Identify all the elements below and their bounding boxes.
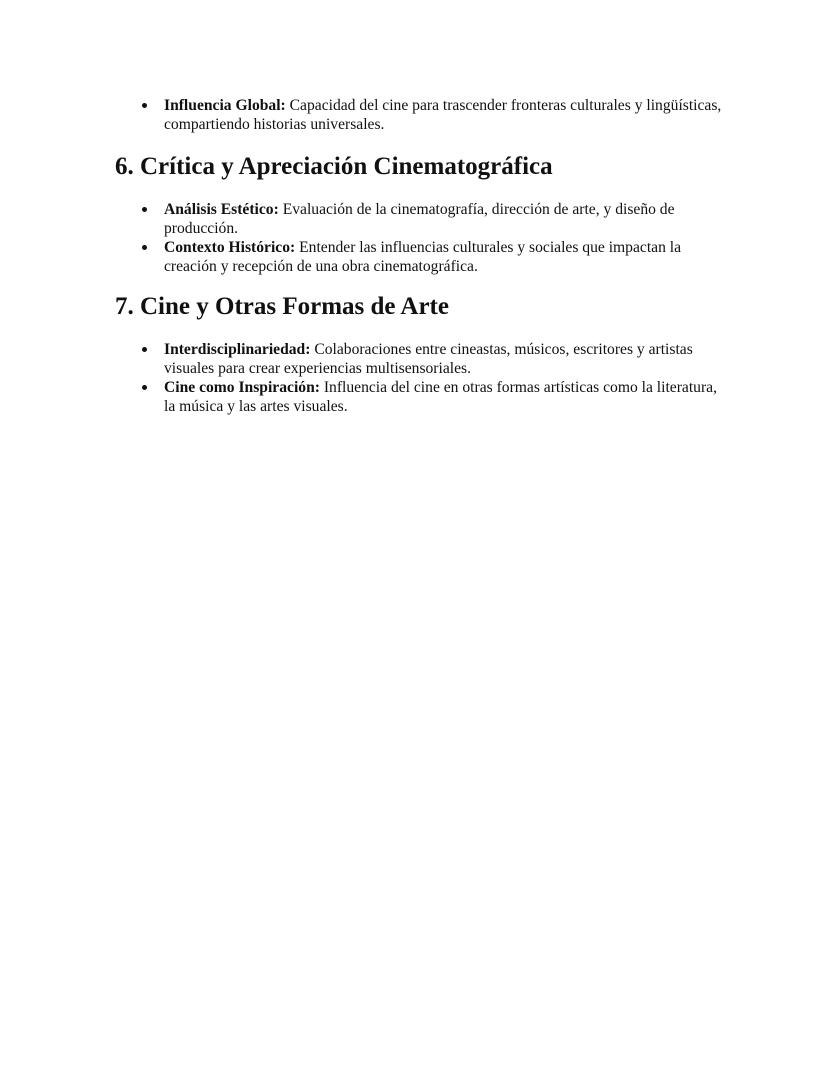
list-item-term: Influencia Global: — [164, 97, 286, 114]
section-heading-7: 7. Cine y Otras Formas de Arte — [115, 293, 449, 320]
bullet-icon — [142, 385, 147, 390]
list-item-text: Entender las influencias culturales y sociales que impactan la creación y recepción de una obra cinematográfica. — [164, 239, 682, 275]
list-item — [164, 238, 724, 276]
list-item-term: Cine como Inspiración: — [164, 379, 320, 396]
list-item-text: Influencia del cine en otras formas artísticas como la literatura, la música y las artes visuales. — [164, 379, 717, 415]
list-item-term: Contexto Histórico: — [164, 239, 296, 256]
list-item — [164, 200, 724, 238]
bullet-list-top — [164, 96, 724, 134]
list-item — [164, 378, 724, 416]
list-item-text: Colaboraciones entre cineastas, músicos, escritores y artistas visuales para crear experiencias multisensoriales. — [164, 341, 693, 377]
bullet-list-section-6 — [164, 200, 724, 276]
bullet-list-section-7 — [164, 340, 724, 416]
bullet-icon — [142, 103, 147, 108]
list-item-text: Capacidad del cine para trascender fronteras culturales y lingüísticas, compartiendo historias universales. — [164, 97, 722, 133]
list-item — [164, 340, 724, 378]
bullet-icon — [142, 245, 147, 250]
bullet-icon — [142, 347, 147, 352]
list-item — [164, 96, 724, 134]
list-item-text: Evaluación de la cinematografía, dirección de arte, y diseño de producción. — [164, 201, 675, 237]
section-heading-6: 6. Crítica y Apreciación Cinematográfica — [115, 153, 553, 180]
list-item-term: Análisis Estético: — [164, 201, 279, 218]
list-item-term: Interdisciplinariedad: — [164, 341, 311, 358]
bullet-icon — [142, 207, 147, 212]
